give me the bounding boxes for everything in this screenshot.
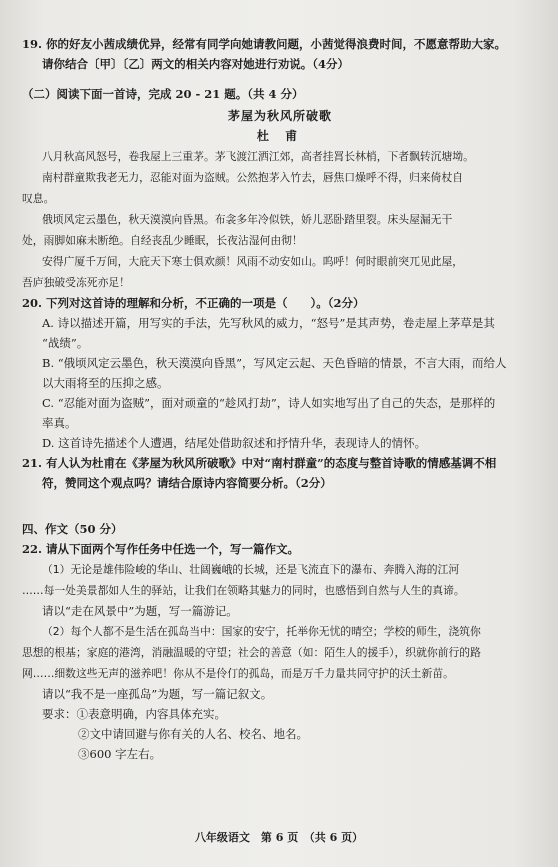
q20-option-d: D. 这首诗先描述个人遭遇，结尾处借助叙述和抒情升华，表现诗人的情怀。 xyxy=(42,436,427,450)
poem-title: 茅屋为秋风所破歌 xyxy=(227,109,332,123)
q20-option-c: C. “忍能对面为盗贼”，面对顽童的“趁风打劫”，诗人如实地写出了自己的失态，是那样的 xyxy=(42,396,496,410)
requirement-2: ②文中请回避与你有关的人名、校名、地名。 xyxy=(78,727,308,741)
task1-line1: （1）无论是雄伟险峻的华山、壮阔巍峨的长城，还是飞流直下的瀑布、奔腾入海的江河 xyxy=(42,563,460,576)
q21-line1: 21. 有人认为杜甫在《茅屋为秋风所破歌》中对“南村群童”的态度与整首诗歌的情感基调不相 xyxy=(22,456,497,470)
poem-line: 处，雨脚如麻未断绝。自经丧乱少睡眠，长夜沾湿何由彻！ xyxy=(22,234,303,247)
q21-line2: 符，赞同这个观点吗？请结合原诗内容简要分析。（2分） xyxy=(42,476,332,490)
q20-stem: 20. 下列对这首诗的理解和分析，不正确的一项是（ ）。（2分） xyxy=(22,296,365,310)
poem-line: 南村群童欺我老无力，忍能对面为盗贼。公然抱茅入竹去，唇焦口燥呼不得，归来倚杖自 xyxy=(42,171,464,184)
task2-line3: 网……细数这些无声的滋养吧！你从不是伶仃的孤岛，而是万千力量共同守护的沃土新苗。 xyxy=(22,667,454,680)
poem-line: 俄顷风定云墨色，秋天漠漠向昏黑。布衾多年冷似铁，娇儿恶卧踏里裂。床头屋漏无干 xyxy=(42,213,453,226)
task2-line1: （2）每个人都不是生活在孤岛当中：国家的安宁，托举你无忧的晴空；学校的师生，浇筑你 xyxy=(42,625,481,638)
q20-option-a-cont: “战绩”。 xyxy=(42,336,89,350)
task2-line2: 思想的根基；家庭的港湾，消融温暖的守望；社会的善意（如：陌生人的援手），织就你前行的路 xyxy=(22,646,481,659)
q20-option-a: A. 诗以描述开篇，用写实的手法，先写秋风的威力，“怒号”是其声势，卷走屋上茅草是其 xyxy=(42,316,495,330)
poem-author: 杜 甫 xyxy=(256,129,304,143)
poem-line: 安得广厦千万间，大庇天下寒士俱欢颜！风雨不动安如山。呜呼！何时眼前突兀见此屋， xyxy=(42,255,464,268)
task1-prompt: 请以“走在风景中”为题，写一篇游记。 xyxy=(42,604,238,618)
q22-stem: 22. 请从下面两个写作任务中任选一个，写一篇作文。 xyxy=(22,542,300,556)
requirement-1: 要求：①表意明确，内容具体充实。 xyxy=(42,707,226,721)
section2-heading: （二）阅读下面一首诗，完成 20 - 21 题。（共 4 分） xyxy=(22,87,304,101)
poem-line: 八月秋高风怒号，卷我屋上三重茅。茅飞渡江洒江郊，高者挂罥长林梢，下者飘转沉塘坳。 xyxy=(42,150,474,163)
q20-option-c-cont: 率真。 xyxy=(42,416,77,430)
q19-line2: 请你结合〔甲〕〔乙〕两文的相关内容对她进行劝说。（4分） xyxy=(42,57,349,71)
task2-prompt: 请以“我不是一座孤岛”为题，写一篇记叙文。 xyxy=(42,687,273,701)
page-footer: 八年级语文 第 6 页 （共 6 页） xyxy=(194,831,364,844)
q19-line1: 19. 你的好友小茜成绩优异，经常有同学向她请教问题，小茜觉得浪费时间，不愿意帮助大家。 xyxy=(22,37,507,51)
task1-line2: ……每一处美景都如人生的驿站，让我们在领略其魅力的同时，也感悟到自然与人生的真谛。 xyxy=(22,584,465,597)
poem-line: 叹息。 xyxy=(22,192,55,205)
q20-option-b-cont: 以大雨将至的压抑之感。 xyxy=(42,376,169,390)
section4-heading: 四、作文（50 分） xyxy=(22,522,123,536)
page-content xyxy=(22,34,538,764)
poem-body xyxy=(22,146,538,293)
q20-option-b: B. “俄顷风定云墨色，秋天漠漠向昏黑”，写风定云起、天色昏暗的情景，不言大雨，而给人 xyxy=(42,356,507,370)
poem-line: 吾庐独破受冻死亦足！ xyxy=(22,276,130,289)
requirement-3: ③600 字左右。 xyxy=(78,747,162,761)
